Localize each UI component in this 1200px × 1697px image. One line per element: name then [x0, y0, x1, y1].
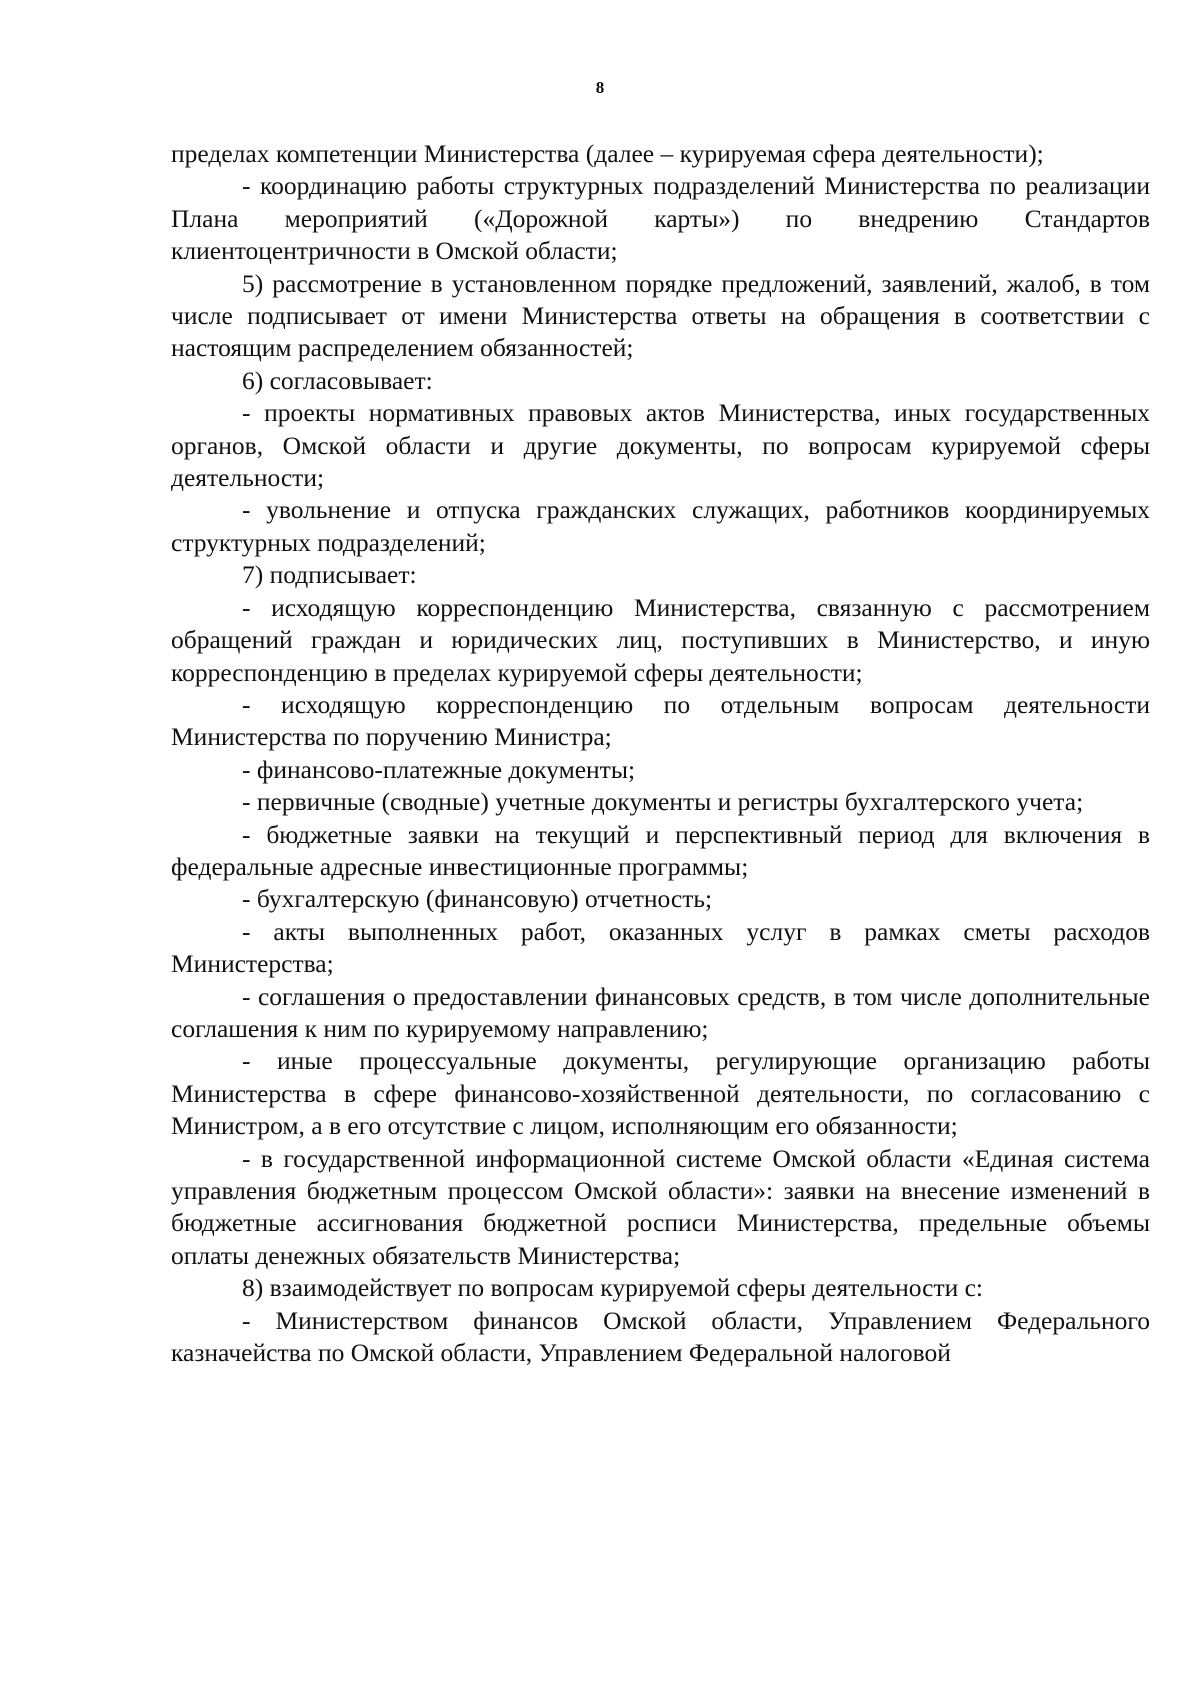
paragraph-continuation: пределах компетенции Министерства (далее – курируемая сфера деятельности);: [171, 139, 1044, 168]
paragraph-agreements: - соглашения о предоставлении финансовых средств, в том числе дополнительные соглашения к ним по курируемому направлению;: [171, 981, 1150, 1043]
paragraph-item-7-heading: 7) подписывает:: [242, 560, 417, 590]
paragraph-budget-requests: - бюджетные заявки на текущий и перспективный период для включения в федеральные адресные инвестиционные программы;: [171, 819, 1150, 881]
paragraph-financial-statements: - бухгалтерскую (финансовую) отчетность;: [242, 884, 713, 914]
paragraph-item-6-heading: 6) согласовывает:: [242, 365, 433, 395]
paragraph-item-8-heading: 8) взаимодействует по вопросам курируемой сферы деятельности с:: [242, 1273, 984, 1303]
paragraph-item-5: 5) рассмотрение в установленном порядке предложений, заявлений, жалоб, в том числе подписывает от имени Министерства ответы на обращения в соответствии с настоящим распределением обязанностей;: [171, 268, 1150, 363]
paragraph-outgoing-by-instruction: - исходящую корреспонденцию по отдельным вопросам деятельности Министерства по поручению Министра;: [171, 689, 1150, 752]
paragraph-ministry-of-finance: - Министерством финансов Омской области, Управлением Федерального казначейства по Омской области, Управлением Федеральной налоговой: [171, 1305, 1150, 1368]
paragraph-draft-acts: - проекты нормативных правовых актов Министерства, иных государственных органов, Омской области и другие документы, по вопросам курируемой сферы деятельности;: [171, 398, 1150, 493]
paragraph-coordination: - координацию работы структурных подразделений Министерства по реализации Плана мероприятий («Дорожной карты») по внедрению Стандартов клиентоцентричности в Омской области;: [171, 171, 1150, 266]
paragraph-procedural-documents: - иные процессуальные документы, регулирующие организацию работы Министерства в сфере финансово-хозяйственной деятельности, по согласованию с Министром, а в его отсутствие с лицом, исполняющим его обязанности;: [171, 1046, 1150, 1141]
paragraph-dismissal-leave: - увольнение и отпуска гражданских служащих, работников координируемых структурных подразделений;: [171, 495, 1150, 557]
page-number: 8: [595, 78, 605, 97]
document-body: [171, 138, 1150, 1369]
paragraph-acts-of-work: - акты выполненных работ, оказанных услуг в рамках сметы расходов Министерства;: [171, 916, 1150, 979]
paragraph-accounting-registers: - первичные (сводные) учетные документы и регистры бухгалтерского учета;: [242, 787, 1084, 817]
paragraph-information-system: - в государственной информационной системе Омской области «Единая система управления бюджетным процессом Омской области»: заявки на внесение изменений в бюджетные ассигнования бюджетной росписи Министерства, предельные объемы оплаты денежных обязательств Министерства;: [171, 1143, 1150, 1270]
paragraph-outgoing-correspondence: - исходящую корреспонденцию Министерства, связанную с рассмотрением обращений граждан и юридических лиц, поступивших в Министерство, и иную корреспонденцию в пределах курируемой сферы деятельности;: [171, 592, 1150, 687]
paragraph-payment-documents: - финансово-платежные документы;: [242, 754, 636, 784]
